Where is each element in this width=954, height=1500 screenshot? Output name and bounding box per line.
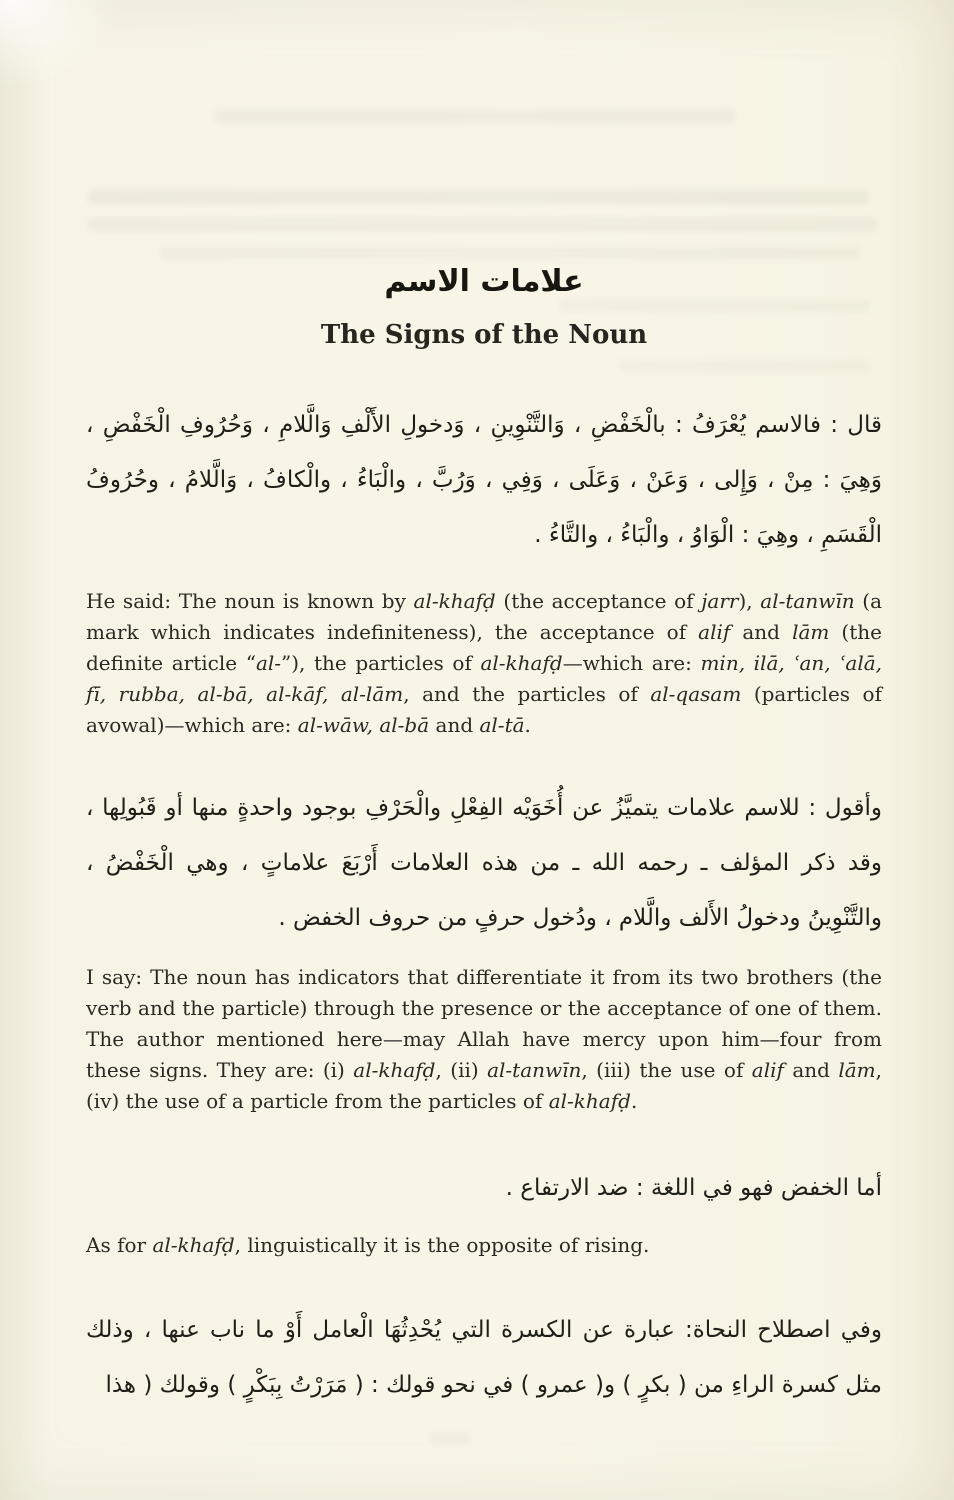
arabic-terminology-paragraph: وفي اصطلاح النحاة: عبارة عن الكسرة التي يُحْدِثُهَا الْعامل أَوْ ما ناب عنها ، وذلك مثل كسرة الراءِ من ( بكرٍ ) و( عمرو ) في نحو قولك : ( مَرَرْتُ بِبَكْرٍ ) وقولك ( هذا [86, 1317, 882, 1398]
page-content [86, 0, 882, 1413]
arabic-commentary-paragraph: وأقول : للاسم علامات يتميَّزُ عن أُخَوَيْه الفِعْلِ والْحَرْفِ بوجود واحدةٍ منها أو قَبُولِها ، وقد ذكر المؤلف ـ رحمه الله ـ من هذه العلامات أَرْبَعَ علاماتٍ ، وهي الْخَفْضُ ، والتَّنْوِينُ ودخولُ الأَلف والَّلام ، ودُخول حرفٍ من حروف الخفض . [86, 795, 882, 931]
arabic-definition-line: أما الخفض فهو في اللغة : ضد الارتفاع . [505, 1175, 882, 1201]
english-definition-line: As for al-khafḍ, linguistically it is the opposite of rising. [86, 1233, 650, 1257]
arabic-matn-paragraph: قال : فالاسم يُعْرَفُ : بالْخَفْضِ ، وَالتَّنْوِينِ ، وَدخولِ الأَلْفِ وَالَّلامِ ، وَحُرُوفِ الْخَفْضِ ، وَهِيَ : مِنْ ، وَإِلى ، وَعَنْ ، وَعَلَى ، وَفِي ، وَرُبَّ ، والْبَاءُ ، والْكافُ ، وَالَّلامُ ، وحُرُوفُ الْقَسَمِ ، وهِيَ : الْوَاوُ ، والْبَاءُ ، والتَّاءُ . [86, 412, 882, 548]
chapter-title-arabic: علامات الاسم [384, 264, 584, 299]
english-translation-paragraph: He said: The noun is known by al-khafḍ (the acceptance of jarr), al-tanwīn (a mark which indicates indefiniteness), the acceptance of alif and lām (the definite article “al-”), the particles of al-khafḍ—which are: min, ilā, ʿan, ʿalā, fī, rubba, al-bā, al-kāf, al-lām, and the particles of al-qasam (particles of avowal)—which are: al-wāw, al-bā and al-tā. [86, 589, 883, 737]
english-commentary-paragraph: I say: The noun has indicators that differentiate it from its two brothers (the verb and the particle) through the presence or the acceptance of one of them. The author mentioned here—may Allah have mercy upon him—four from these signs. They are: (i) al-khafḍ, (ii) al-tanwīn, (iii) the use of alif and lām, (iv) the use of a particle from the particles of al-khafḍ. [86, 965, 882, 1113]
chapter-title-english: The Signs of the Noun [320, 320, 648, 350]
page-number-smudge [430, 1432, 470, 1444]
